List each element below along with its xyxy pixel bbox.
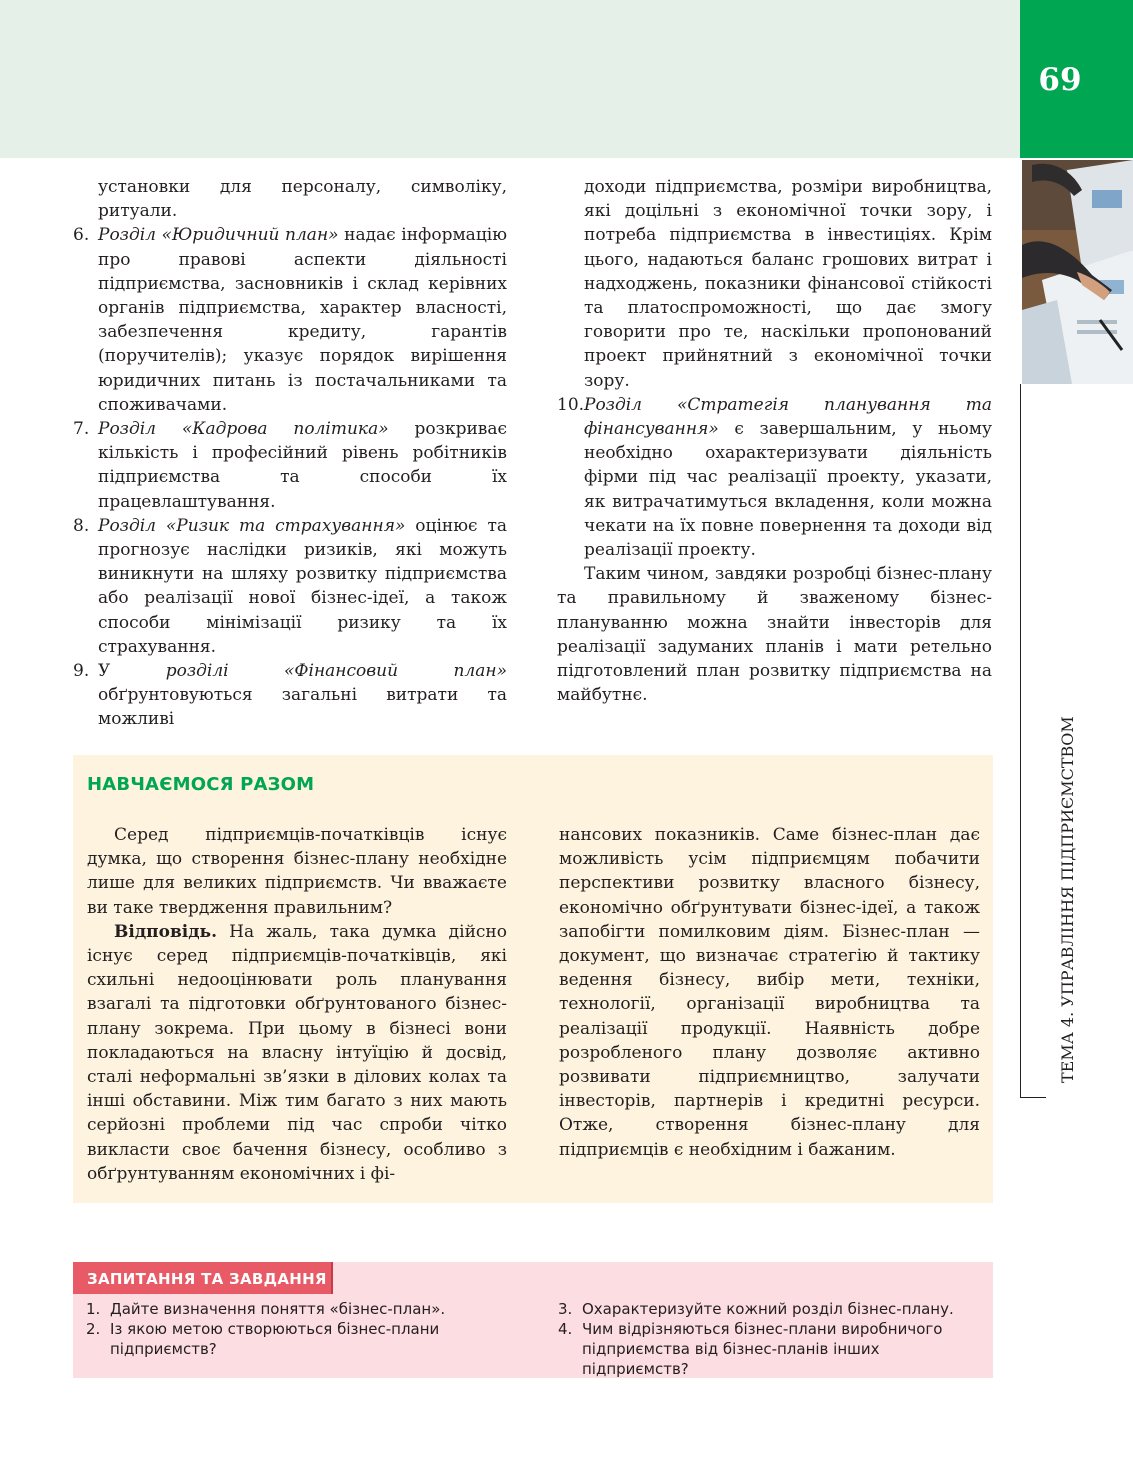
answer-continued: нансових показників. Саме бізнес-план дає можливість усім підприємцям побачити перспективи розвитку власного бізнесу, економічно обґрунтувати бізнес-ідеї, а також запобігти помилковим діям. Бізнес-план — документ, що визначає стратегію й тактику ведення бізнесу, вибір мети, техніки, технології, організації виробництва та реалізації продукції. Наявність добре розробленого плану дозволяє активно розвивати підприємництво, залучати інвесторів, партнерів і кредитні ресурси. Отже, створення бізнес-плану для підприємців є необхідним і бажаним. [559,825,980,1160]
item-number: 9. [73,661,90,682]
question-text: Охарактеризуйте кожний розділ бізнес-плану. [582,1300,954,1318]
section-item-10 [557,393,992,562]
section-item-8 [73,514,507,659]
section-name: розділі «Фінансовий план» [165,661,507,682]
question-item [86,1299,516,1319]
side-rule-tick [1020,1097,1046,1098]
item-prefix: У [98,661,166,682]
question-paragraph: Серед підприємців-початківців існує думка, що створення бізнес-плану необхідне лише для великих підприємств. Чи вважаєте ви таке твердження правильним? [87,825,507,918]
right-column [557,175,992,707]
question-text: Чим відрізняються бізнес-плани виробничого підприємства від бізнес-планів інших підприємств? [582,1320,943,1378]
item-number: 8. [73,515,90,536]
item-text: є завершальним, у ньому необхідно охарактеризувати діяльність фірми під час реалізації проекту, указати, як витрачатимуться вкладення, коли можна чекати на їх повне повернення та доходи від реалізації проекту. [584,419,992,561]
section-item-9 [73,659,507,732]
topic-title: ТЕМА 4. УПРАВЛІННЯ ПІДПРИЄМСТВОМ [1058,716,1077,1083]
section-name: Розділ «Кадрова політика» [98,419,389,440]
question-item [558,1319,988,1379]
page-number: 69 [1038,62,1082,98]
section-name: Розділ «Стратегія планування та фінансування» [584,394,992,440]
question-number: 2. [86,1320,101,1338]
learn-together-title: НАВЧАЄМОСЯ РАЗОМ [87,774,315,795]
question-item [86,1319,516,1359]
item-text: розкриває кількість і професійний рівень робітників підприємства та способи їх працевлаштування. [98,419,508,512]
continued-text: установки для персоналу, символіку, ритуали. [98,177,507,222]
question-text: Дайте визначення поняття «бізнес-план». [110,1300,446,1318]
questions-list-right [558,1299,988,1379]
item-text: оцінює та прогнозує наслідки ризиків, які можуть виникнути на шляху розвитку підприємства або реалізації нової бізнес-ідеї, а також способи мінімізації ризику та їх страхування. [98,515,507,657]
top-band [0,0,1020,158]
item-text: обґрунтовуються загальні витрати та можливі [98,685,507,730]
answer-label: Відповідь. [114,921,217,942]
business-photo [1022,160,1133,384]
side-rule [1020,384,1021,1098]
questions-list-left [86,1299,516,1359]
answer-text: На жаль, така думка дійсно існує серед підприємців-початківців, які схильні недооцінювати роль планування взагалі та підготовки обґрунтованого бізнес-плану зокрема. При цьому в бізнесі вони покладаються на власну інтуїцію й досвід, сталі неформальні зв’язки в ділових колах та інші обставини. Між тим багато з них мають серйозні проблеми під час спроби чітко викласти своє бачення бізнесу, особливо з обґрунтуванням економічних і фі- [87,921,507,1184]
continued-text: доходи підприємства, розміри виробництва, які доцільні з економічної точки зору, і потреба підприємства в інвестиціях. Крім цього, надаються баланс грошових витрат і надходжень, показники фінансової стійкості та платоспроможності, що дає змогу говорити про те, наскільки пропонований проект прийнятний з економічної точки зору. [584,177,992,391]
section-item-7 [73,417,507,514]
question-text: Із якою метою створюються бізнес-плани підприємств? [110,1320,440,1358]
item-number: 7. [73,419,90,440]
conclusion-paragraph: Таким чином, завдяки розробці бізнес-плану та правильному й зваженому бізнес-плануванню можна знайти інвесторів для реалізації задуманих планів і мати ретельно підготовлений план розвитку підприємства на майбутнє. [557,564,992,706]
question-item [558,1299,988,1319]
section-item-6 [73,223,507,417]
question-number: 3. [558,1300,573,1318]
answer-paragraph [87,920,507,1186]
item-number: 10. [557,394,585,415]
questions-title: ЗАПИТАННЯ ТА ЗАВДАННЯ [87,1270,327,1288]
question-number: 4. [558,1320,573,1338]
item-number: 6. [73,225,90,246]
item-text: надає інформацію про правові аспекти діяльності підприємства, засновників і склад керівних органів підприємства, характер власності, забезпечення кредиту, гарантів (поручителів); указує порядок вирішення юридичних питань із постачальниками та споживачами. [98,225,507,415]
section-name: Розділ «Ризик та страхування» [98,515,406,536]
left-column [73,175,507,732]
question-number: 1. [86,1300,101,1318]
learn-right-column [559,823,980,1162]
section-name: Розділ «Юридичний план» [98,225,339,246]
learn-left-column [87,823,507,1186]
